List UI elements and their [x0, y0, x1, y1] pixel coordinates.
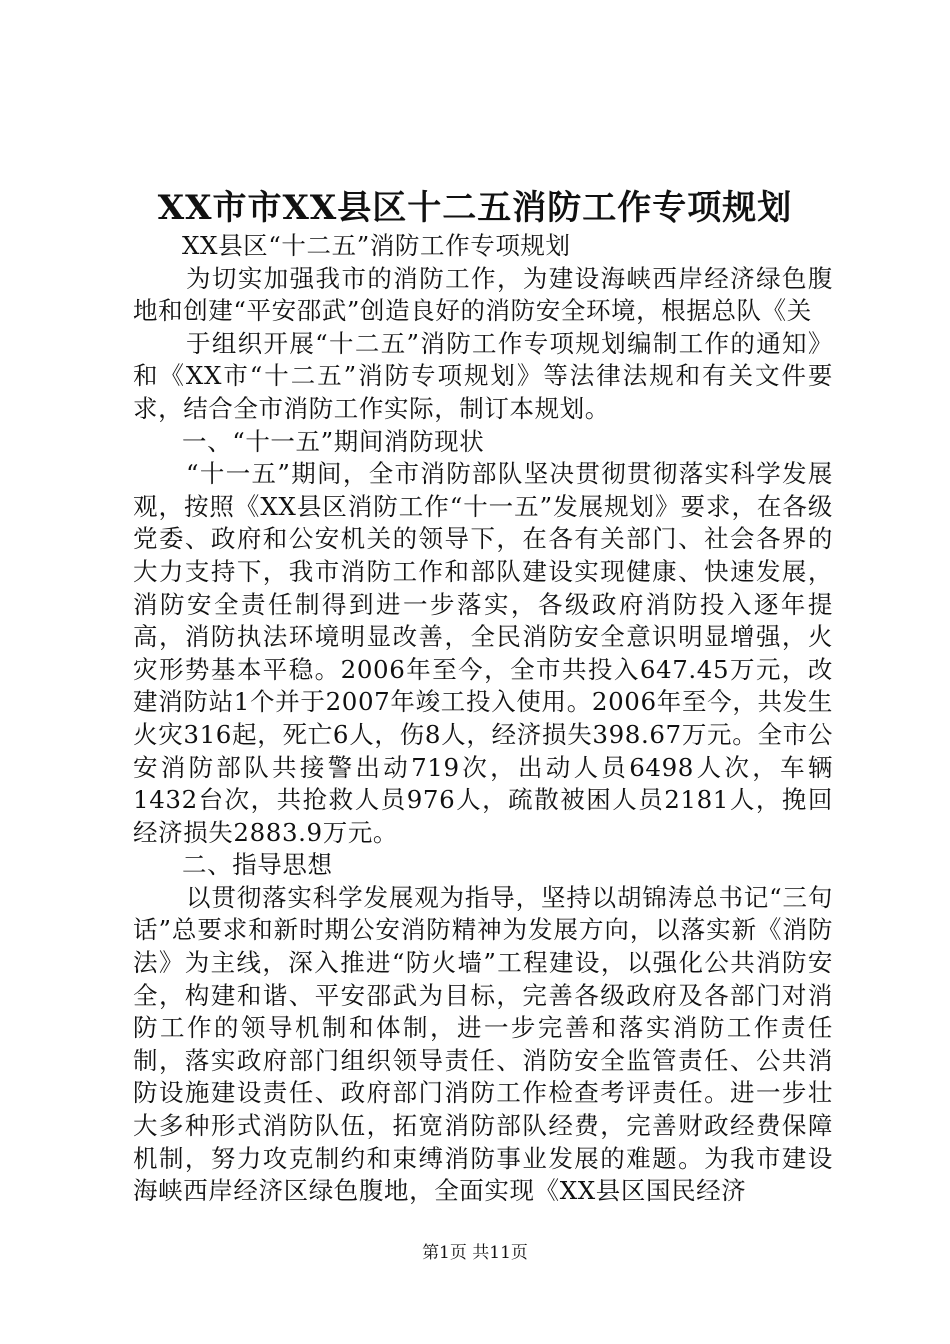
section-2-paragraph: 以贯彻落实科学发展观为指导，坚持以胡锦涛总书记“三句话”总要求和新时期公安消防精神为发展方向，以落实新《消防法》为主线，深入推进“防火墙”工程建设，以强化公共消防安全，构建和谐、平安邵武为目标，完善各级政府及各部门对消防工作的领导机制和体制，进一步完善和落实消防工作责任制，落实政府部门组织领导责任、消防安全监管责任、公共消防设施建设责任、政府部门消防工作检查考评责任。进一步壮大多种形式消防队伍，拓宽消防部队经费，完善财政经费保障机制，努力攻克制约和束缚消防事业发展的难题。为我市建设海峡西岸经济区绿色腹地，全面实现《XX县区国民经济 [133, 882, 833, 1206]
subtitle-paragraph: XX县区“十二五”消防工作专项规划 [182, 231, 571, 260]
intro-continued-paragraph: 于组织开展“十二五”消防工作专项规划编制工作的通知》和《XX市“十二五”消防专项规划》等法律法规和有关文件要求，结合全市消防工作实际，制订本规划。 [133, 328, 833, 423]
section-heading-2: 二、指导思想 [182, 850, 333, 880]
intro-paragraph: 为切实加强我市的消防工作，为建设海峡西岸经济绿色腹地和创建“平安邵武”创造良好的消防安全环境，根据总队《关 [133, 263, 833, 326]
section-1-paragraph: “十一五”期间，全市消防部队坚决贯彻贯彻落实科学发展观，按照《XX县区消防工作“十一五”发展规划》要求，在各级党委、政府和公安机关的领导下，在各有关部门、社会各界的大力支持下，我市消防工作和部队建设实现健康、快速发展，消防安全责任制得到进一步落实，各级政府消防投入逐年提高，消防执法环境明显改善，全民消防安全意识明显增强，火灾形势基本平稳。2006年至今，全市共投入647.45万元，改建消防站1个并于2007年竣工投入使用。2006年至今，共发生火灾316起，死亡6人，伤8人，经济损失398.67万元。全市公安消防部队共接警出动719次，出动人员6498人次，车辆1432台次，共抢救人员976人，疏散被困人员2181人，挽回经济损失2883.9万元。 [133, 459, 833, 847]
page-title: XX市市XX县区十二五消防工作专项规划 [157, 188, 793, 228]
section-heading-1: 一、“十一五”期间消防现状 [182, 426, 485, 456]
page-number: 第1页 共11页 [422, 1243, 528, 1263]
document-body [133, 230, 833, 1208]
